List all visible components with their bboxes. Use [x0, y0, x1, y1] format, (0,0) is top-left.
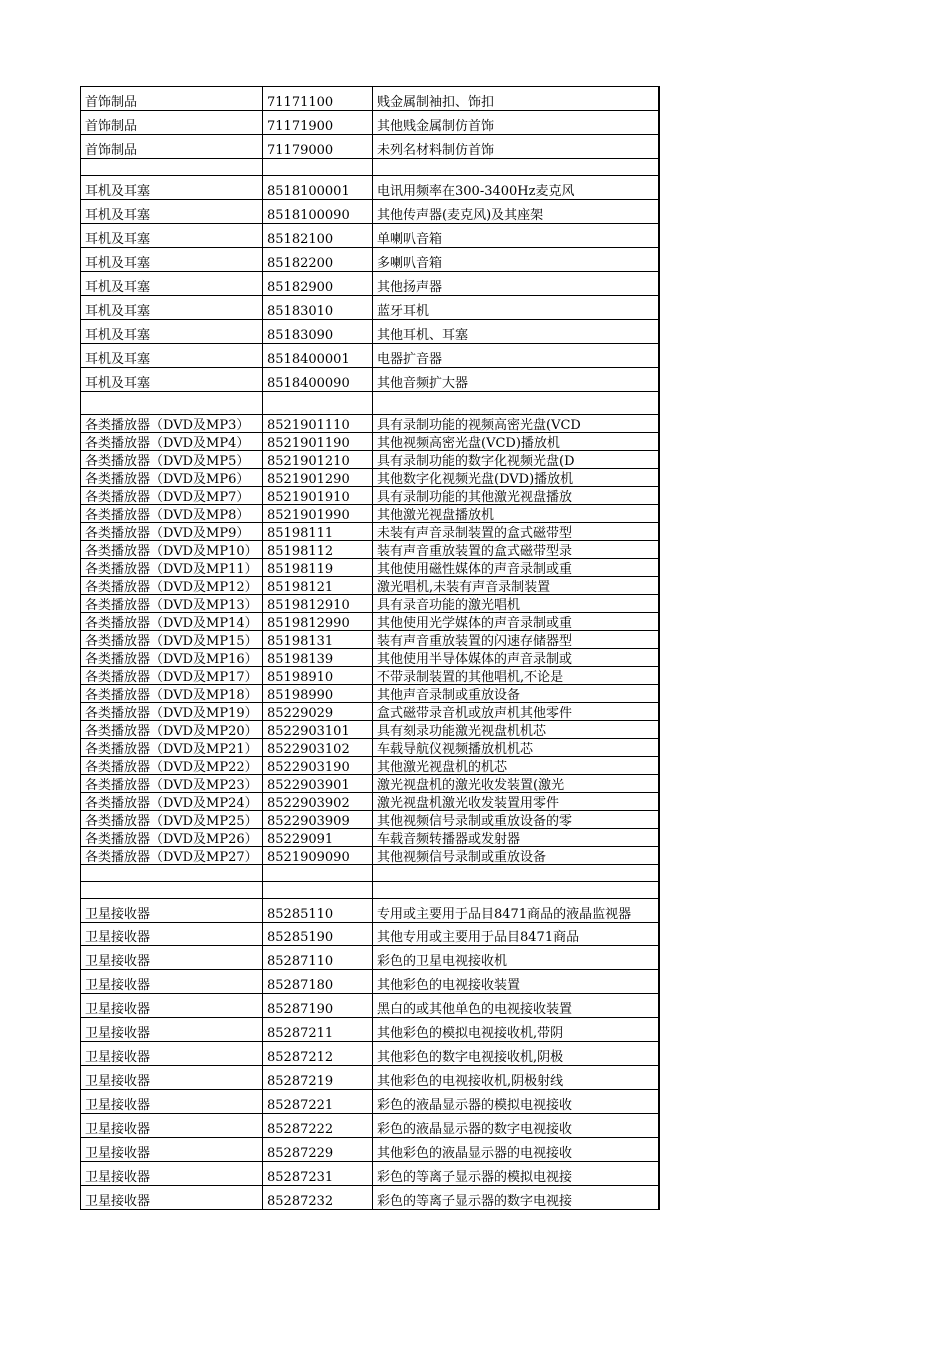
description-cell[interactable]: 其他传声器(麦克风)及其座架: [373, 200, 659, 224]
description-cell[interactable]: 其他使用光学媒体的声音录制或重: [373, 613, 659, 631]
description-cell[interactable]: 其他音频扩大器: [373, 368, 659, 392]
category-cell[interactable]: 各类播放器（DVD及MP18）: [81, 685, 263, 703]
category-cell[interactable]: 各类播放器（DVD及MP9）: [81, 523, 263, 541]
category-cell[interactable]: 耳机及耳塞: [81, 368, 263, 392]
description-cell[interactable]: 其他彩色的液晶显示器的电视接收: [373, 1138, 659, 1162]
table-row: [81, 793, 659, 811]
category-cell[interactable]: 各类播放器（DVD及MP6）: [81, 469, 263, 487]
description-cell[interactable]: 其他使用磁性媒体的声音录制或重: [373, 559, 659, 577]
table-row: [81, 200, 659, 224]
table-row: [81, 595, 659, 613]
description-cell[interactable]: [373, 882, 659, 899]
code-cell[interactable]: 8522903102: [263, 739, 373, 757]
description-cell[interactable]: 彩色的等离子显示器的模拟电视接: [373, 1162, 659, 1186]
table-row: [81, 847, 659, 865]
description-cell[interactable]: 未装有声音录制装置的盒式磁带型: [373, 523, 659, 541]
description-cell[interactable]: 车载导航仪视频播放机机芯: [373, 739, 659, 757]
table-row: [81, 899, 659, 923]
code-cell[interactable]: 85287222: [263, 1114, 373, 1138]
code-cell[interactable]: 8521901990: [263, 505, 373, 523]
code-cell[interactable]: 71171900: [263, 111, 373, 135]
table-row: [81, 541, 659, 559]
description-cell[interactable]: 其他彩色的数字电视接收机,阴极: [373, 1042, 659, 1066]
category-cell[interactable]: 各类播放器（DVD及MP4）: [81, 433, 263, 451]
table-row: [81, 811, 659, 829]
description-cell[interactable]: 装有声音重放装置的闪速存储器型: [373, 631, 659, 649]
description-cell[interactable]: 蓝牙耳机: [373, 296, 659, 320]
category-cell[interactable]: 首饰制品: [81, 135, 263, 159]
code-cell[interactable]: 85198111: [263, 523, 373, 541]
category-cell[interactable]: 耳机及耳塞: [81, 272, 263, 296]
table-row: [81, 87, 659, 111]
category-cell[interactable]: [81, 865, 263, 882]
description-cell[interactable]: 其他耳机、耳塞: [373, 320, 659, 344]
category-cell[interactable]: 卫星接收器: [81, 899, 263, 923]
table-row: [81, 415, 659, 433]
category-cell[interactable]: 卫星接收器: [81, 1042, 263, 1066]
table-row: [81, 631, 659, 649]
code-cell[interactable]: 8519812910: [263, 595, 373, 613]
code-cell[interactable]: 85287212: [263, 1042, 373, 1066]
description-cell[interactable]: 贱金属制袖扣、饰扣: [373, 87, 659, 111]
table-row: [81, 1042, 659, 1066]
table-row: [81, 649, 659, 667]
description-cell[interactable]: 激光唱机,未装有声音录制装置: [373, 577, 659, 595]
description-cell[interactable]: 单喇叭音箱: [373, 224, 659, 248]
description-cell[interactable]: 黑白的或其他单色的电视接收装置: [373, 994, 659, 1018]
category-cell[interactable]: 卫星接收器: [81, 970, 263, 994]
code-cell[interactable]: 8518100090: [263, 200, 373, 224]
table-row: [81, 344, 659, 368]
description-cell[interactable]: [373, 159, 659, 176]
category-cell[interactable]: 卫星接收器: [81, 1018, 263, 1042]
table-row: [81, 320, 659, 344]
code-cell[interactable]: 8521901190: [263, 433, 373, 451]
code-cell[interactable]: 8521909090: [263, 847, 373, 865]
category-cell[interactable]: 各类播放器（DVD及MP25）: [81, 811, 263, 829]
code-cell[interactable]: 85183010: [263, 296, 373, 320]
code-cell[interactable]: [263, 159, 373, 176]
table-row: [81, 1018, 659, 1042]
category-cell[interactable]: 卫星接收器: [81, 994, 263, 1018]
code-cell[interactable]: 85182200: [263, 248, 373, 272]
table-row: [81, 775, 659, 793]
category-cell[interactable]: [81, 392, 263, 415]
table-row: [81, 1066, 659, 1090]
description-cell[interactable]: 具有录制功能的其他激光视盘播放: [373, 487, 659, 505]
category-cell[interactable]: 卫星接收器: [81, 1090, 263, 1114]
description-cell[interactable]: 其他使用半导体媒体的声音录制或: [373, 649, 659, 667]
table-row: [81, 111, 659, 135]
code-cell[interactable]: 8521901290: [263, 469, 373, 487]
category-cell[interactable]: [81, 882, 263, 899]
description-cell[interactable]: 具有录制功能的视频高密光盘(VCD: [373, 415, 659, 433]
table-row: [81, 296, 659, 320]
table-row: [81, 829, 659, 847]
description-cell[interactable]: 激光视盘机激光收发装置用零件: [373, 793, 659, 811]
category-cell[interactable]: 耳机及耳塞: [81, 248, 263, 272]
category-cell[interactable]: 各类播放器（DVD及MP17）: [81, 667, 263, 685]
category-cell[interactable]: 耳机及耳塞: [81, 176, 263, 200]
category-cell[interactable]: 耳机及耳塞: [81, 296, 263, 320]
code-cell[interactable]: 85287110: [263, 946, 373, 970]
description-cell[interactable]: 彩色的卫星电视接收机: [373, 946, 659, 970]
table-row: [81, 248, 659, 272]
table-row: [81, 721, 659, 739]
table-row: [81, 703, 659, 721]
category-cell[interactable]: 各类播放器（DVD及MP23）: [81, 775, 263, 793]
description-cell[interactable]: 其他彩色的电视接收装置: [373, 970, 659, 994]
category-cell[interactable]: 各类播放器（DVD及MP11）: [81, 559, 263, 577]
category-cell[interactable]: 各类播放器（DVD及MP7）: [81, 487, 263, 505]
code-cell[interactable]: 85198121: [263, 577, 373, 595]
table-row: [81, 994, 659, 1018]
code-cell[interactable]: 85198112: [263, 541, 373, 559]
code-cell[interactable]: 85287232: [263, 1186, 373, 1210]
category-cell[interactable]: 卫星接收器: [81, 1138, 263, 1162]
category-cell[interactable]: 各类播放器（DVD及MP22）: [81, 757, 263, 775]
category-cell[interactable]: 各类播放器（DVD及MP15）: [81, 631, 263, 649]
table-row: [81, 272, 659, 296]
code-cell[interactable]: 85198139: [263, 649, 373, 667]
description-cell[interactable]: 装有声音重放装置的盒式磁带型录: [373, 541, 659, 559]
description-cell[interactable]: [373, 865, 659, 882]
code-cell[interactable]: 85182100: [263, 224, 373, 248]
description-cell[interactable]: 专用或主要用于品目8471商品的液晶监视器: [373, 899, 659, 923]
code-cell[interactable]: 8518400001: [263, 344, 373, 368]
category-cell[interactable]: 各类播放器（DVD及MP14）: [81, 613, 263, 631]
table-row: [81, 1186, 659, 1210]
code-cell[interactable]: 85285190: [263, 923, 373, 946]
code-cell[interactable]: 85287221: [263, 1090, 373, 1114]
code-cell[interactable]: 8521901210: [263, 451, 373, 469]
category-cell[interactable]: 各类播放器（DVD及MP3）: [81, 415, 263, 433]
code-cell[interactable]: [263, 865, 373, 882]
code-cell[interactable]: 8521901110: [263, 415, 373, 433]
table-row: [81, 970, 659, 994]
description-cell[interactable]: 其他视频信号录制或重放设备的零: [373, 811, 659, 829]
code-cell[interactable]: 85182900: [263, 272, 373, 296]
table-row: [81, 487, 659, 505]
code-cell[interactable]: 85287231: [263, 1162, 373, 1186]
table-row: [81, 451, 659, 469]
description-cell[interactable]: 其他数字化视频光盘(DVD)播放机: [373, 469, 659, 487]
code-cell[interactable]: 85229091: [263, 829, 373, 847]
code-cell[interactable]: 85287219: [263, 1066, 373, 1090]
code-cell[interactable]: 8522903101: [263, 721, 373, 739]
category-cell[interactable]: 各类播放器（DVD及MP24）: [81, 793, 263, 811]
table-row: [81, 176, 659, 200]
category-cell[interactable]: 各类播放器（DVD及MP21）: [81, 739, 263, 757]
code-cell[interactable]: 85287211: [263, 1018, 373, 1042]
code-cell[interactable]: 85198990: [263, 685, 373, 703]
category-cell[interactable]: 耳机及耳塞: [81, 200, 263, 224]
description-cell[interactable]: 不带录制装置的其他唱机,不论是: [373, 667, 659, 685]
table-row: [81, 559, 659, 577]
code-cell[interactable]: 8521901910: [263, 487, 373, 505]
table-row: [81, 135, 659, 159]
description-cell[interactable]: 电讯用频率在300-3400Hz麦克风: [373, 176, 659, 200]
category-cell[interactable]: 各类播放器（DVD及MP13）: [81, 595, 263, 613]
code-cell[interactable]: 8522903190: [263, 757, 373, 775]
table-row: [81, 1162, 659, 1186]
table-row: [81, 757, 659, 775]
table-row: [81, 392, 659, 415]
description-cell[interactable]: 彩色的液晶显示器的模拟电视接收: [373, 1090, 659, 1114]
code-cell[interactable]: 85229029: [263, 703, 373, 721]
category-cell[interactable]: 耳机及耳塞: [81, 224, 263, 248]
table-row: [81, 505, 659, 523]
category-cell[interactable]: 首饰制品: [81, 87, 263, 111]
description-cell[interactable]: 其他视频信号录制或重放设备: [373, 847, 659, 865]
code-cell[interactable]: [263, 392, 373, 415]
table-row: [81, 923, 659, 946]
description-cell[interactable]: 其他彩色的模拟电视接收机,带阴: [373, 1018, 659, 1042]
description-cell[interactable]: 其他扬声器: [373, 272, 659, 296]
code-cell[interactable]: 8519812990: [263, 613, 373, 631]
category-cell[interactable]: 卫星接收器: [81, 1162, 263, 1186]
description-cell[interactable]: 未列名材料制仿首饰: [373, 135, 659, 159]
category-cell[interactable]: 首饰制品: [81, 111, 263, 135]
category-cell[interactable]: 耳机及耳塞: [81, 320, 263, 344]
category-cell[interactable]: 耳机及耳塞: [81, 344, 263, 368]
code-cell[interactable]: 85198131: [263, 631, 373, 649]
category-cell[interactable]: 各类播放器（DVD及MP26）: [81, 829, 263, 847]
category-cell[interactable]: [81, 159, 263, 176]
table-row: [81, 224, 659, 248]
category-cell[interactable]: 各类播放器（DVD及MP16）: [81, 649, 263, 667]
category-cell[interactable]: 卫星接收器: [81, 1186, 263, 1210]
code-cell[interactable]: 71179000: [263, 135, 373, 159]
description-cell[interactable]: 其他激光视盘播放机: [373, 505, 659, 523]
category-cell[interactable]: 各类播放器（DVD及MP20）: [81, 721, 263, 739]
table-row: [81, 159, 659, 176]
table-row: [81, 1090, 659, 1114]
description-cell[interactable]: 电器扩音器: [373, 344, 659, 368]
table-row: [81, 946, 659, 970]
category-cell[interactable]: 卫星接收器: [81, 923, 263, 946]
code-cell[interactable]: 85198119: [263, 559, 373, 577]
description-cell[interactable]: 彩色的等离子显示器的数字电视接: [373, 1186, 659, 1210]
category-cell[interactable]: 各类播放器（DVD及MP12）: [81, 577, 263, 595]
description-cell[interactable]: 车载音频转播器或发射器: [373, 829, 659, 847]
description-cell[interactable]: 彩色的液晶显示器的数字电视接收: [373, 1114, 659, 1138]
code-cell[interactable]: 85287190: [263, 994, 373, 1018]
category-cell[interactable]: 各类播放器（DVD及MP10）: [81, 541, 263, 559]
table-row: [81, 368, 659, 392]
description-cell[interactable]: 激光视盘机的激光收发装置(激光: [373, 775, 659, 793]
table-row: [81, 523, 659, 541]
table-row: [81, 1138, 659, 1162]
code-cell[interactable]: 85198910: [263, 667, 373, 685]
code-cell[interactable]: 8518400090: [263, 368, 373, 392]
table-row: [81, 433, 659, 451]
description-cell[interactable]: 其他专用或主要用于品目8471商品: [373, 923, 659, 946]
category-cell[interactable]: 各类播放器（DVD及MP8）: [81, 505, 263, 523]
description-cell[interactable]: 其他视频高密光盘(VCD)播放机: [373, 433, 659, 451]
code-cell[interactable]: 8522903901: [263, 775, 373, 793]
description-cell[interactable]: 其他激光视盘机的机芯: [373, 757, 659, 775]
table-row: [81, 613, 659, 631]
table-row: [81, 577, 659, 595]
code-cell[interactable]: [263, 882, 373, 899]
code-cell[interactable]: 85287180: [263, 970, 373, 994]
table-row: [81, 739, 659, 757]
table-row: [81, 1114, 659, 1138]
table-row: [81, 865, 659, 882]
table-row: [81, 667, 659, 685]
table-row: [81, 469, 659, 487]
table-row: [81, 882, 659, 899]
category-cell[interactable]: 卫星接收器: [81, 1114, 263, 1138]
description-cell[interactable]: 盒式磁带录音机或放声机其他零件: [373, 703, 659, 721]
code-cell[interactable]: 85183090: [263, 320, 373, 344]
code-cell[interactable]: 71171100: [263, 87, 373, 111]
category-cell[interactable]: 各类播放器（DVD及MP19）: [81, 703, 263, 721]
description-cell[interactable]: 其他彩色的电视接收机,阴极射线: [373, 1066, 659, 1090]
category-cell[interactable]: 各类播放器（DVD及MP27）: [81, 847, 263, 865]
code-cell[interactable]: 85287229: [263, 1138, 373, 1162]
description-cell[interactable]: 具有录制功能的数字化视频光盘(D: [373, 451, 659, 469]
description-cell[interactable]: 其他贱金属制仿首饰: [373, 111, 659, 135]
description-cell[interactable]: 具有刻录功能激光视盘机机芯: [373, 721, 659, 739]
description-cell[interactable]: 具有录音功能的激光唱机: [373, 595, 659, 613]
code-cell[interactable]: 8522903902: [263, 793, 373, 811]
description-cell[interactable]: 其他声音录制或重放设备: [373, 685, 659, 703]
code-cell[interactable]: 8518100001: [263, 176, 373, 200]
category-cell[interactable]: 卫星接收器: [81, 1066, 263, 1090]
category-cell[interactable]: 各类播放器（DVD及MP5）: [81, 451, 263, 469]
code-cell[interactable]: 8522903909: [263, 811, 373, 829]
table-body: [81, 87, 659, 1210]
category-cell[interactable]: 卫星接收器: [81, 946, 263, 970]
description-cell[interactable]: 多喇叭音箱: [373, 248, 659, 272]
description-cell[interactable]: [373, 392, 659, 415]
code-cell[interactable]: 85285110: [263, 899, 373, 923]
table-row: [81, 685, 659, 703]
spreadsheet-table: [80, 86, 660, 1210]
